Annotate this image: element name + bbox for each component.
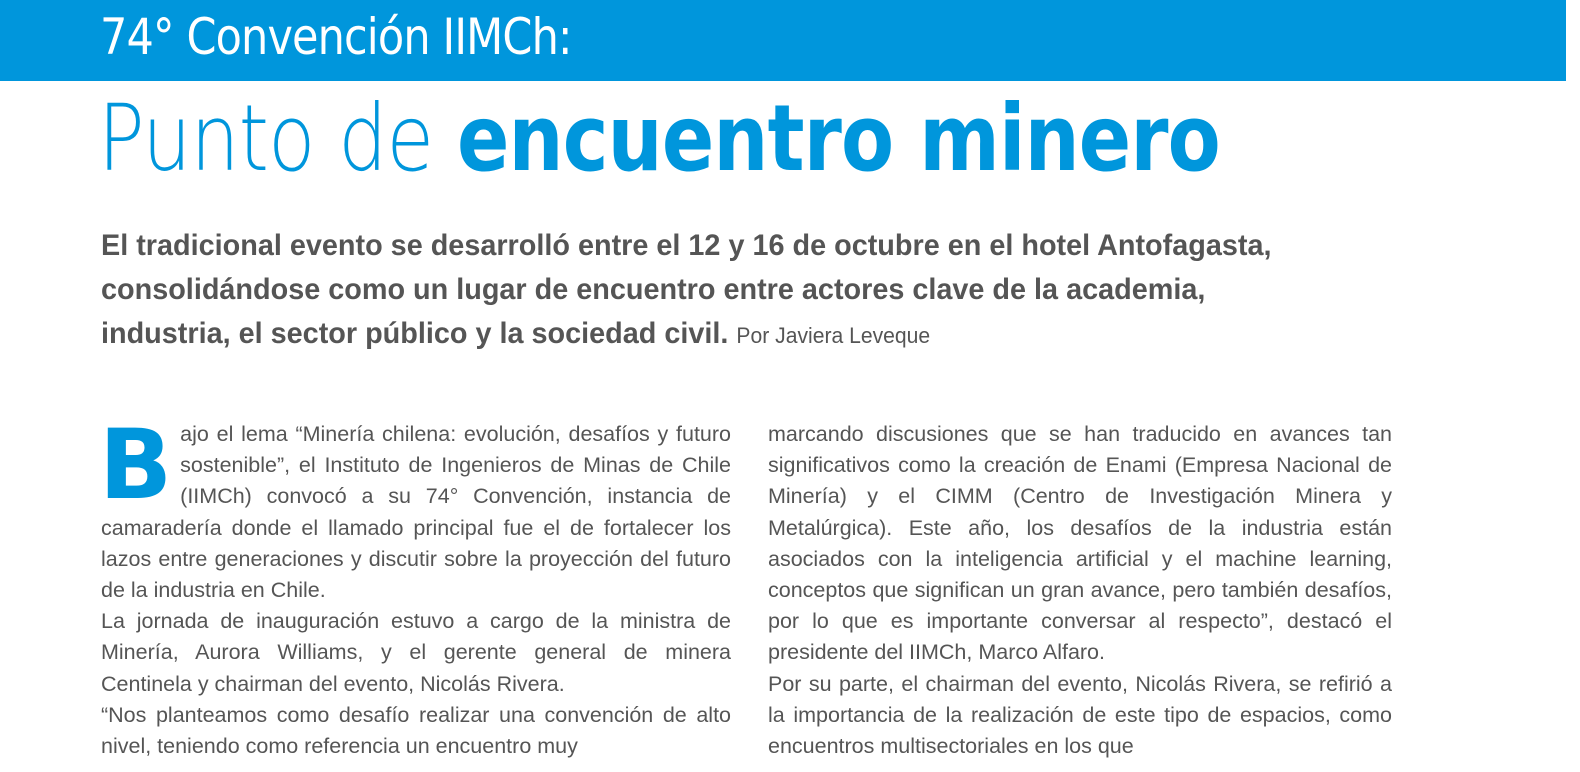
column-left: [99, 409, 731, 762]
paragraph: [99, 409, 731, 606]
kicker: 74° Convención IIMCh:: [100, 8, 572, 66]
lead-line-3-text: industria, el sector público y la sociedad civil.: [101, 317, 729, 350]
paragraph: marcando discusiones que se han traducido en avances tan significativos como la creación de Enami (Empresa Nacional de Minería) y el CIMM (Centro de Investigación Minera y Metalúrgica). Este año, los desafíos de la industria están asociados con la inteligencia artificial y el machine learning, conceptos que significan un gran avance, pero también desafíos, por lo que es importante conversar al respecto”, destacó el presidente del IIMCh, Marco Alfaro.: [768, 422, 1392, 665]
headline: [98, 84, 1220, 194]
header-band: [0, 0, 1566, 81]
column-right: [768, 419, 1392, 762]
paragraph: “Nos planteamos como desafío realizar una convención de alto nivel, teniendo como referencia un encuentro muy: [101, 702, 731, 759]
paragraph: Por su parte, el chairman del evento, Nicolás Rivera, se refirió a la importancia de la realización de este tipo de espacios, como encuentros multisectoriales en los que: [768, 671, 1392, 759]
headline-light: Punto de: [98, 85, 457, 192]
drop-cap: B: [99, 409, 173, 521]
lead-line-3: [101, 312, 1541, 358]
paragraph-text: ajo el lema “Minería chilena: evolución, desafíos y futuro sostenible”, el Instituto de Ingenieros de Minas de Chile (IIMCh) convocó a su 74° Convención, instancia de camaradería donde el llamado principal fue el de fortalecer los lazos entre generaciones y discutir sobre la proyección del futuro de la industria en Chile.: [101, 422, 731, 603]
lead-line-2: consolidándose como un lugar de encuentro entre actores clave de la academia,: [101, 273, 1206, 306]
lead-line-1: El tradicional evento se desarrolló entre el 12 y 16 de octubre en el hotel Antofagasta,: [101, 229, 1272, 262]
lead-paragraph: [101, 224, 1541, 358]
headline-bold: encuentro minero: [456, 85, 1220, 192]
paragraph: La jornada de inauguración estuvo a cargo de la ministra de Minería, Aurora Williams, y el gerente general de minera Centinela y chairman del evento, Nicolás Rivera.: [101, 609, 731, 696]
byline: Por Javiera Leveque: [736, 323, 931, 348]
